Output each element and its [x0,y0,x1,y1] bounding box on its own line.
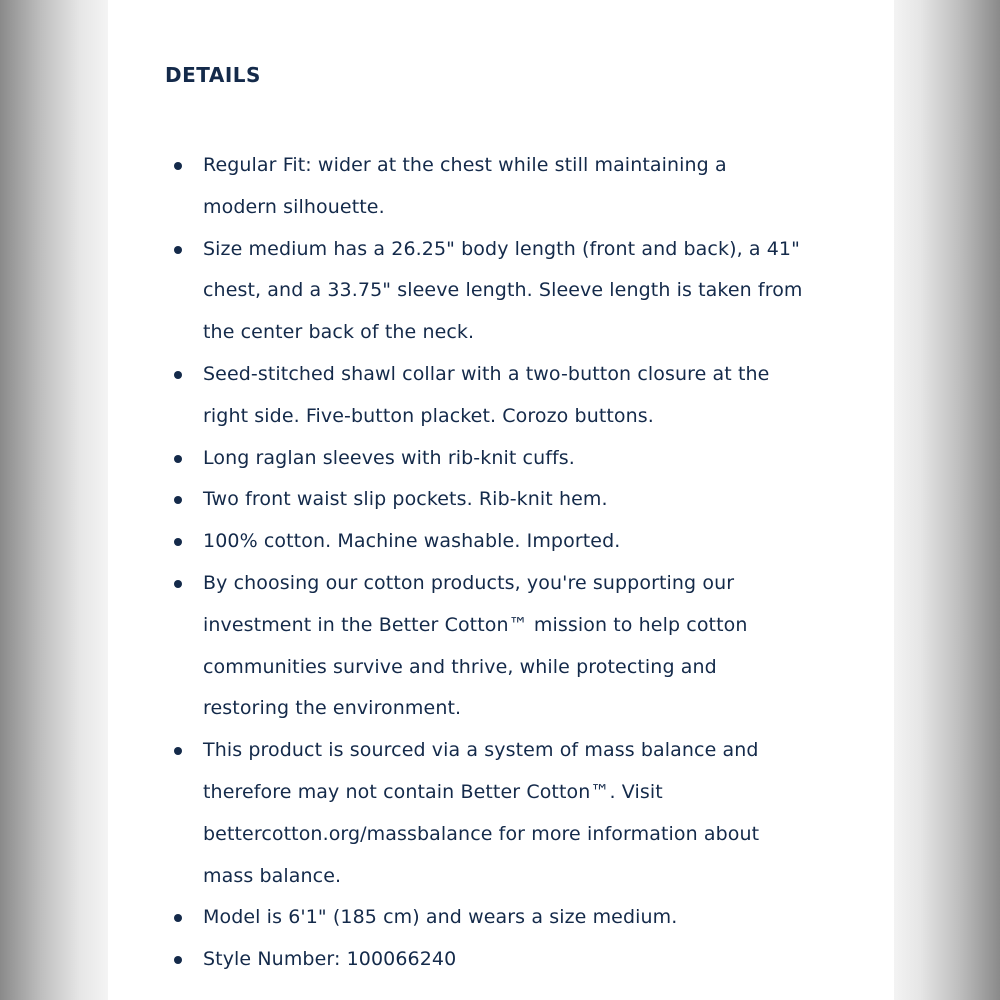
list-item [165,354,805,438]
list-item-text: Long raglan sleeves with rib-knit cuffs. [203,446,575,469]
section-title: DETAILS [165,63,261,87]
bullet-icon [174,496,182,504]
list-item [165,730,805,897]
bullet-icon [174,538,182,546]
bullet-icon [174,162,182,170]
list-item [165,479,805,521]
bullet-icon [174,246,182,254]
bullet-icon [174,371,182,379]
list-item-text: Regular Fit: wider at the chest while still maintaining a modern silhouette. [203,154,727,218]
bullet-icon [174,914,182,922]
list-item-text: This product is sourced via a system of mass balance and therefore may not contain Better Cotton™. Visit bettercotton.org/massbalance for more information about mass balance. [203,739,760,887]
list-item [165,521,805,563]
list-item [165,438,805,480]
list-item [165,229,805,354]
details-list [165,145,805,981]
list-item-text: Seed-stitched shawl collar with a two-button closure at the right side. Five-button placket. Corozo buttons. [203,362,770,427]
list-item-text: 100% cotton. Machine washable. Imported. [203,530,621,553]
list-item [165,939,805,981]
list-item [165,563,805,730]
list-item-text: Two front waist slip pockets. Rib-knit hem. [203,488,608,511]
details-panel [108,0,894,1000]
bullet-icon [174,580,182,588]
list-item [165,897,805,939]
list-item [165,145,805,229]
list-item-text: By choosing our cotton products, you're supporting our investment in the Better Cotton™ mission to help cotton communities survive and thrive, while protecting and restoring the environment. [203,571,748,720]
list-item-text: Model is 6'1" (185 cm) and wears a size medium. [203,906,678,929]
list-item-text: Style Number: 100066240 [203,948,457,971]
bullet-icon [174,455,182,463]
bullet-icon [174,747,182,755]
bullet-icon [174,956,182,964]
list-item-text: Size medium has a 26.25" body length (front and back), a 41" chest, and a 33.75" sleeve length. Sleeve length is taken from the center back of the neck. [203,237,803,344]
